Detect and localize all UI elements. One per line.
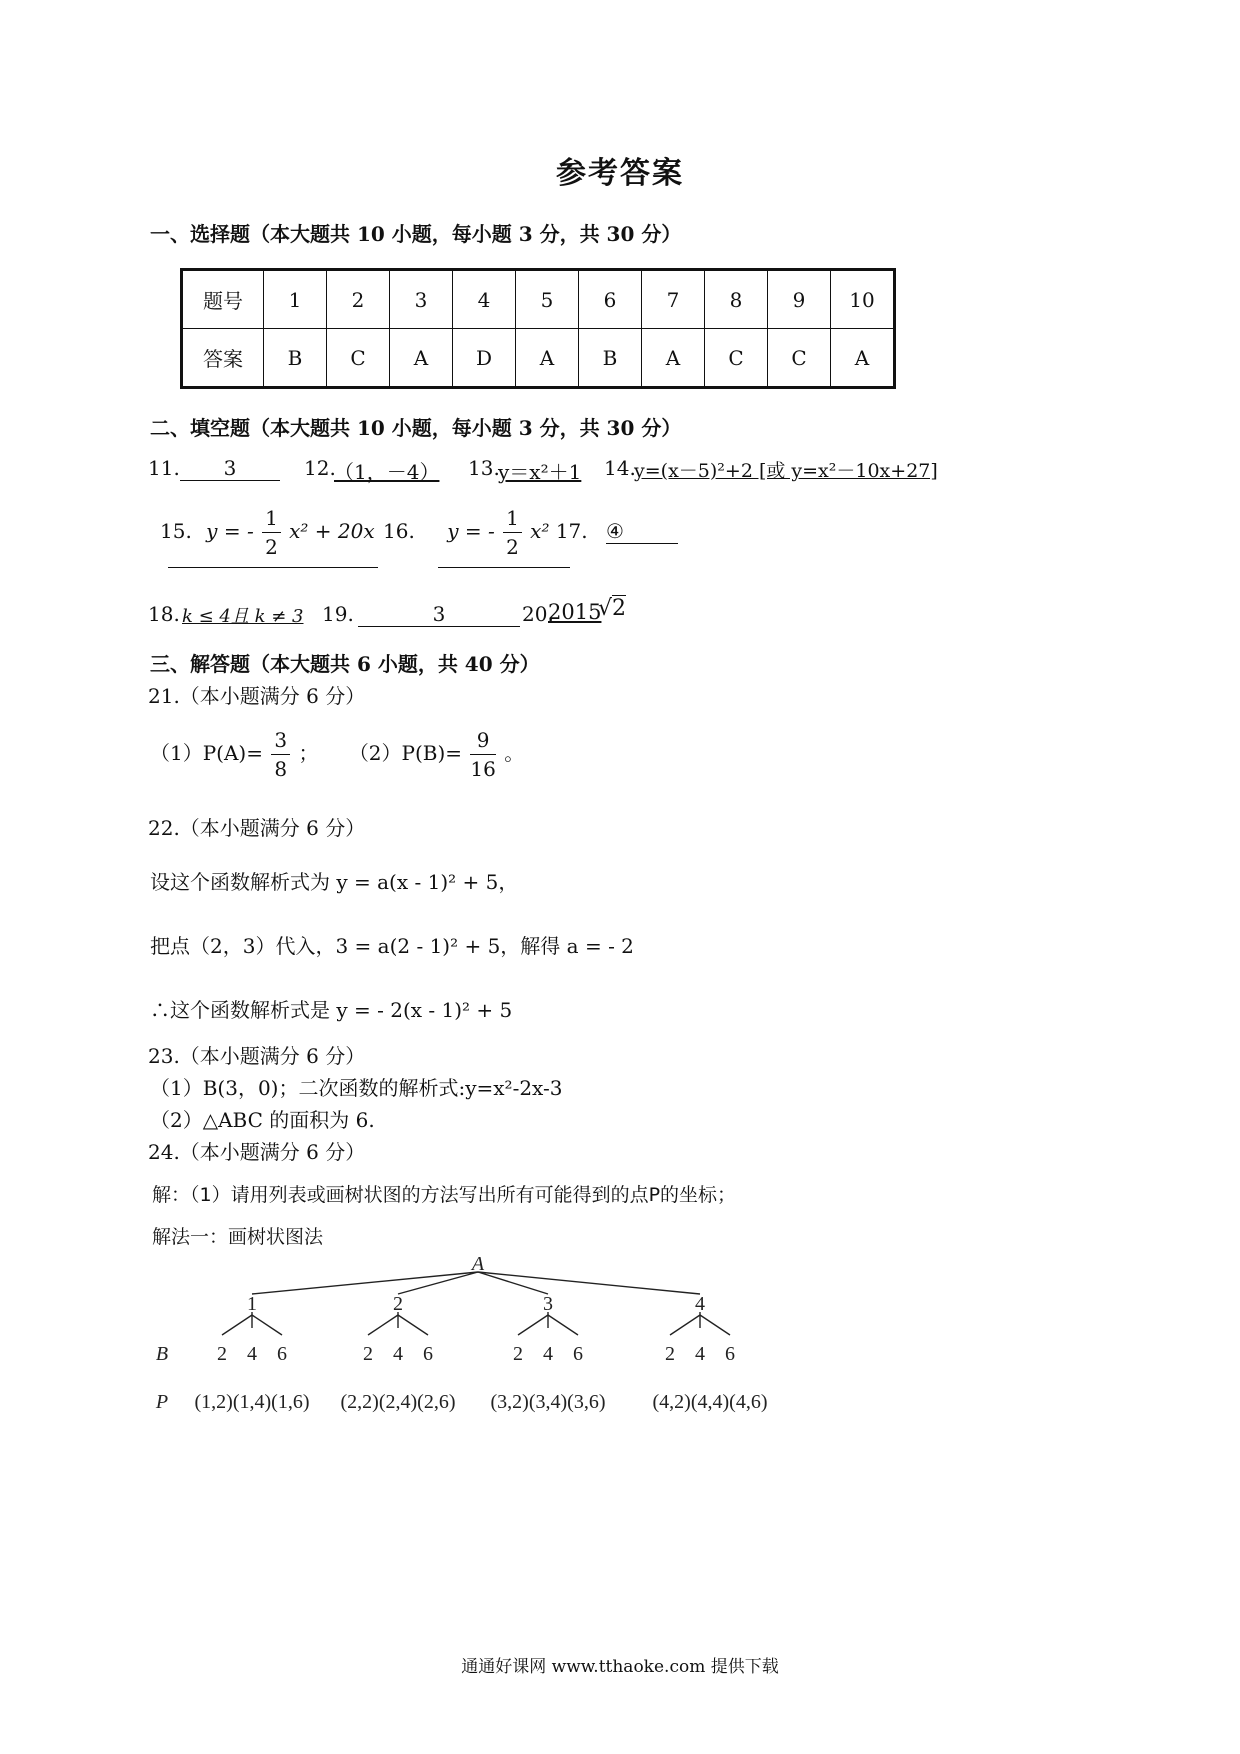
tree-leaf: 4	[695, 1343, 705, 1365]
q17-answer: ④	[606, 519, 678, 544]
q21-b-denominator: 16	[470, 757, 496, 781]
tree-row-b-label: B	[155, 1343, 169, 1365]
table-cell: 5	[516, 270, 579, 329]
tree-root: A	[471, 1253, 485, 1275]
q12-answer: （1，－4）	[334, 460, 440, 484]
q21-part1: （1）P(A)=	[150, 741, 263, 765]
table-cell: 1	[264, 270, 327, 329]
q15-fraction	[262, 504, 281, 561]
q14-answer: y=(x－5)²+2 [或 y=x²－10x+27]	[634, 460, 938, 482]
tree-p-group-4: (4,2)(4,4)(4,6)	[652, 1391, 768, 1413]
table-cell: C	[327, 329, 390, 388]
edge-4-right	[700, 1315, 730, 1335]
edge-a-1	[252, 1272, 478, 1294]
table-header-q: 题号	[182, 270, 264, 329]
q20-label: 20.	[522, 602, 554, 626]
q21-separator: ；	[298, 741, 319, 765]
q21-a-numerator: 3	[271, 726, 290, 755]
q15-pre: y = -	[206, 519, 254, 543]
q21-answer-line	[150, 726, 524, 783]
q19-label: 19.	[322, 602, 354, 626]
tree-node-4: 4	[695, 1293, 705, 1315]
tree-leaf: 4	[393, 1343, 403, 1365]
table-row-numbers	[182, 270, 895, 329]
section1-heading: 一、选择题（本大题共 10 小题，每小题 3 分，共 30 分）	[150, 222, 682, 246]
q15-numerator: 1	[262, 504, 281, 533]
tree-leaf: 6	[423, 1343, 433, 1365]
q21-b-numerator: 9	[470, 726, 495, 755]
tree-leaf: 2	[363, 1343, 373, 1365]
section2-heading: 二、填空题（本大题共 10 小题，每小题 3 分，共 30 分）	[150, 416, 682, 440]
q14-label: 14.	[604, 456, 636, 480]
q24-line1: 解：（1）请用列表或画树状图的方法写出所有可能得到的点P的坐标；	[152, 1184, 737, 1206]
edge-2-left	[368, 1315, 398, 1335]
edge-2-right	[398, 1315, 428, 1335]
q24-heading: 24.（本小题满分 6 分）	[148, 1140, 366, 1164]
q13-label: 13.	[468, 456, 500, 480]
q12-label: 12.	[304, 456, 336, 480]
q16-fraction	[503, 504, 522, 561]
q13-answer: y＝x²＋1	[498, 460, 582, 484]
q21-a-denominator: 8	[274, 757, 288, 781]
q21-end: 。	[504, 741, 525, 765]
q24-line2: 解法一：画树状图法	[152, 1226, 324, 1248]
q23-line2: （2）△ABC 的面积为 6.	[150, 1108, 375, 1132]
q15-label: 15.	[160, 519, 192, 543]
q16-numerator: 1	[503, 504, 522, 533]
q19-answer: 3	[358, 602, 520, 627]
section3-heading: 三、解答题（本大题共 6 小题，共 40 分）	[150, 652, 540, 676]
tree-leaf: 2	[513, 1343, 523, 1365]
table-cell: B	[264, 329, 327, 388]
table-cell: 2	[327, 270, 390, 329]
answer-table	[180, 268, 896, 389]
table-cell: C	[768, 329, 831, 388]
q22-heading: 22.（本小题满分 6 分）	[148, 816, 366, 840]
q15-post: x² + 20x	[289, 519, 375, 543]
table-cell: A	[516, 329, 579, 388]
table-cell: 6	[579, 270, 642, 329]
table-cell: A	[390, 329, 453, 388]
tree-leaf: 2	[217, 1343, 227, 1365]
table-cell: C	[705, 329, 768, 388]
q16-post: x²	[530, 519, 550, 543]
q15-denominator: 2	[265, 535, 278, 559]
q23-heading: 23.（本小题满分 6 分）	[148, 1044, 366, 1068]
table-cell: 4	[453, 270, 516, 329]
edge-1-right	[252, 1315, 282, 1335]
table-cell: D	[453, 329, 516, 388]
table-cell: 8	[705, 270, 768, 329]
q16-pre: y = -	[447, 519, 495, 543]
tree-leaf: 4	[543, 1343, 553, 1365]
edge-1-left	[222, 1315, 252, 1335]
edge-3-left	[518, 1315, 548, 1335]
q11-label: 11.	[148, 456, 180, 480]
q22-line2: 把点（2，3）代入，3 = a(2 - 1)² + 5，解得 a = - 2	[150, 934, 634, 958]
tree-diagram	[0, 1250, 1240, 1420]
q16-underline	[438, 567, 570, 568]
edge-4-left	[670, 1315, 700, 1335]
q17-label: 17.	[555, 519, 588, 543]
tree-node-1: 1	[247, 1293, 257, 1315]
page-title: 参考答案	[556, 156, 684, 191]
q22-line3: ∴这个函数解析式是 y = - 2(x - 1)² + 5	[150, 998, 513, 1022]
q23-line1: （1）B(3，0)；二次函数的解析式:y=x²-2x-3	[150, 1076, 563, 1100]
q18-answer: k ≤ 4且 k ≠ 3	[182, 606, 304, 627]
table-cell: 7	[642, 270, 705, 329]
table-cell: 3	[390, 270, 453, 329]
table-cell: 10	[831, 270, 895, 329]
tree-p-group-2: (2,2)(2,4)(2,6)	[340, 1391, 456, 1413]
table-cell: A	[831, 329, 895, 388]
tree-edges	[222, 1272, 730, 1335]
q16-label: 16.	[383, 519, 415, 543]
q21-fraction-b	[470, 726, 495, 783]
q22-line1: 设这个函数解析式为 y = a(x - 1)² + 5，	[150, 870, 519, 894]
tree-node-2: 2	[393, 1293, 403, 1315]
q15-underline	[168, 567, 378, 568]
table-header-a: 答案	[182, 329, 264, 388]
q21-fraction-a	[271, 726, 290, 783]
tree-p-group-3: (3,2)(3,4)(3,6)	[490, 1391, 606, 1413]
q20-answer: 2015	[548, 600, 602, 624]
q21-part2: （2）P(B)=	[348, 741, 463, 765]
q16-denominator: 2	[506, 535, 519, 559]
table-cell: 9	[768, 270, 831, 329]
edge-3-right	[548, 1315, 578, 1335]
table-row-answers	[182, 329, 895, 388]
q21-heading: 21.（本小题满分 6 分）	[148, 684, 366, 708]
q18-label: 18.	[148, 602, 180, 626]
q20-sqrt: √2	[598, 596, 627, 621]
q15-16-17-line	[160, 504, 678, 561]
tree-row-p-label: P	[155, 1391, 169, 1413]
tree-leaf: 4	[247, 1343, 257, 1365]
table-cell: B	[579, 329, 642, 388]
tree-leaf: 6	[725, 1343, 735, 1365]
tree-p-group-1: (1,2)(1,4)(1,6)	[194, 1391, 310, 1413]
footer-credit: 通通好课网 www.tthaoke.com 提供下载	[461, 1657, 779, 1677]
tree-leaf: 6	[573, 1343, 583, 1365]
tree-leaf: 2	[665, 1343, 675, 1365]
tree-node-3: 3	[543, 1293, 553, 1315]
q20-radicand: 2	[612, 596, 627, 621]
tree-leaf: 6	[277, 1343, 287, 1365]
q11-answer: 3	[180, 456, 280, 481]
table-cell: A	[642, 329, 705, 388]
